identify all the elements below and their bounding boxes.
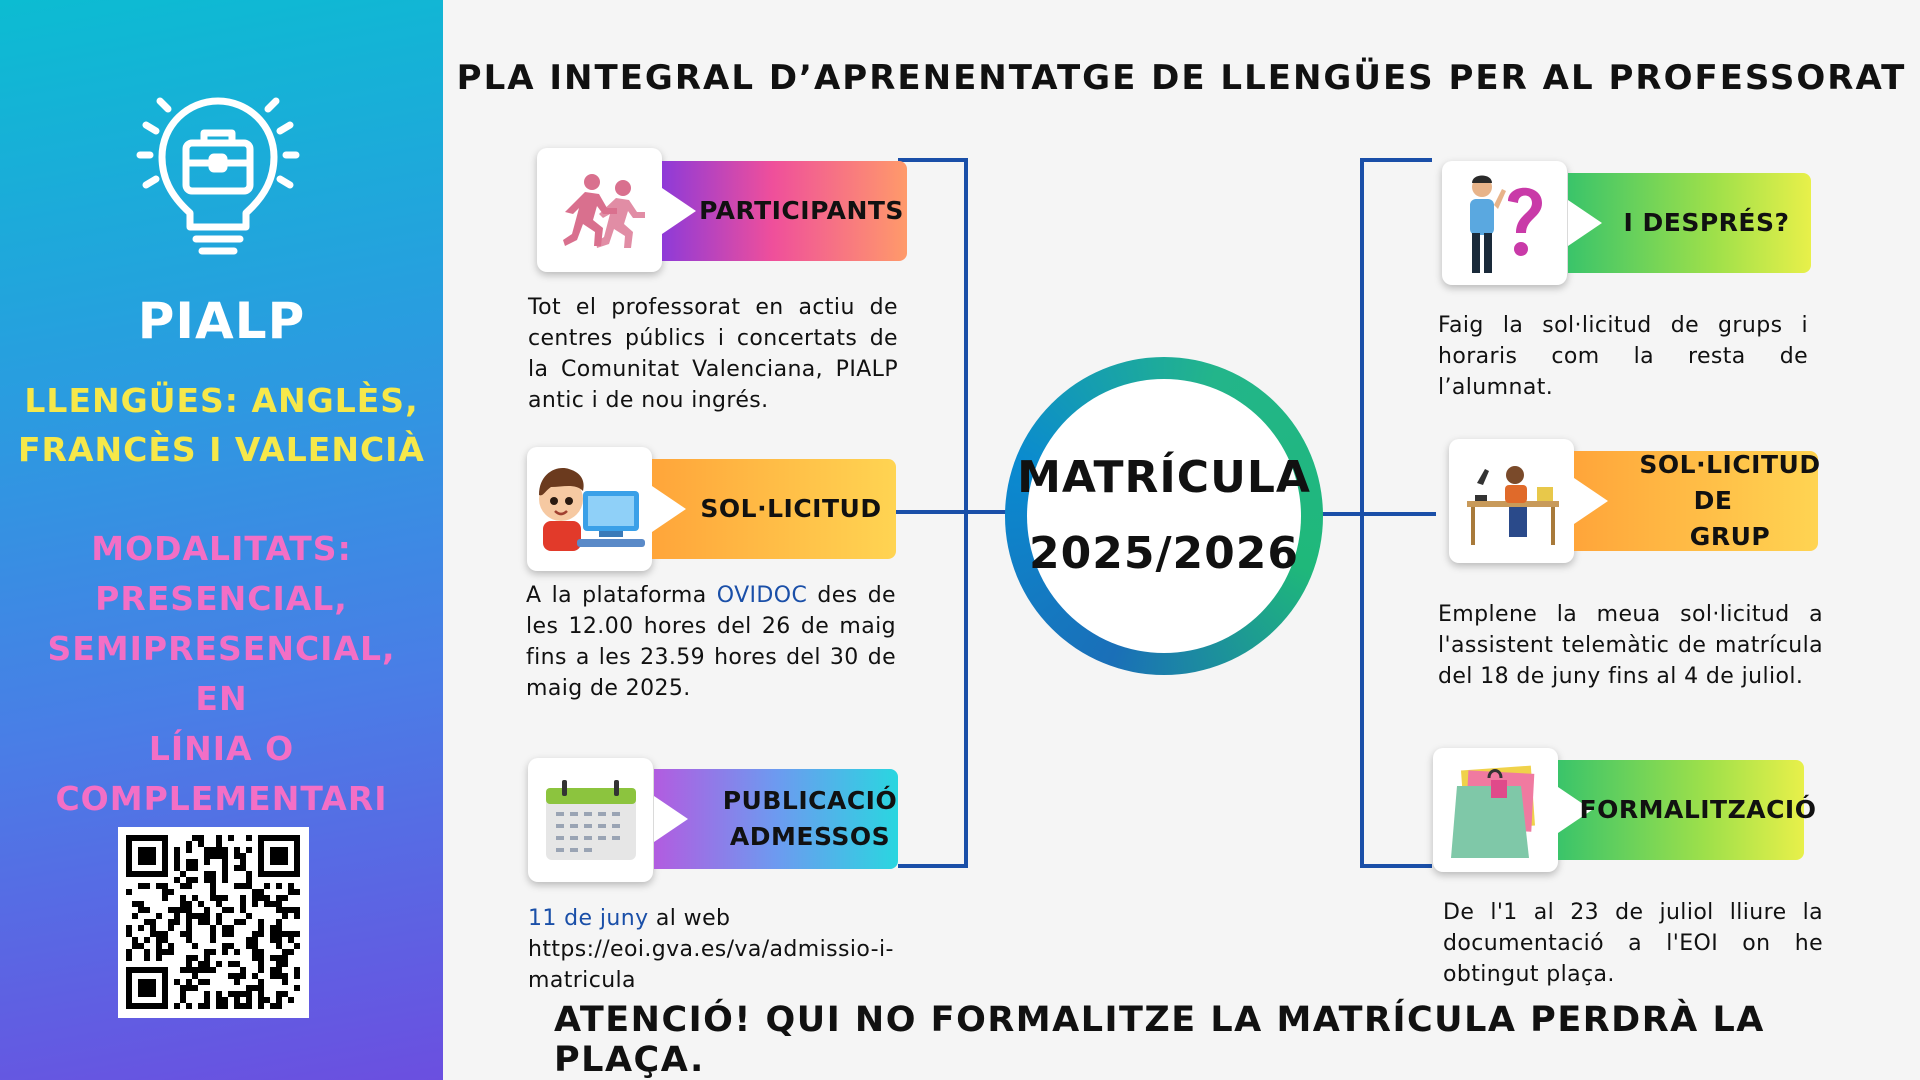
warning-footer: ATENCIÓ! QUI NO FORMALITZE LA MATRÍCULA PERDRÀ LA PLAÇA. bbox=[554, 1000, 1765, 1080]
step-publicacio-text bbox=[528, 903, 898, 996]
desk-person-icon bbox=[1449, 439, 1574, 563]
step-solicitud-banner bbox=[652, 459, 896, 559]
step-despres-banner bbox=[1568, 173, 1811, 273]
step-formalitzacio-banner bbox=[1558, 760, 1817, 860]
step-label: FORMALITZACIÓ bbox=[1579, 795, 1817, 824]
step-label-line: PUBLICACIÓ bbox=[722, 786, 898, 815]
calendar-icon bbox=[528, 758, 653, 882]
languages-line: LLENGÜES: ANGLÈS, bbox=[24, 381, 419, 420]
step-label: I DESPRÉS? bbox=[1623, 208, 1790, 237]
sidebar-acronym: PIALP bbox=[137, 292, 306, 350]
modalities-line: PRESENCIAL, bbox=[95, 579, 348, 618]
step-label bbox=[1571, 447, 1820, 555]
center-year: 2025/2026 bbox=[1029, 528, 1299, 579]
step-participants-text: Tot el professorat en actiu de centres públics i concertats de la Comunitat Valenciana, PIALP antic i de nou ingrés. bbox=[528, 295, 898, 413]
step-label-line: ADMESSOS bbox=[729, 822, 891, 851]
runners-icon bbox=[537, 148, 662, 272]
languages-line: FRANCÈS I VALENCIÀ bbox=[18, 430, 425, 469]
modalities-line: SEMIPRESENCIAL, EN bbox=[47, 629, 396, 718]
modalities-line: COMPLEMENTARI bbox=[55, 779, 388, 818]
step-participants-banner bbox=[662, 161, 907, 261]
step-grup-text: Emplene la meua sol·licitud a l'assistent telemàtic de matrícula del 18 de juny fins al 4 de juliol. bbox=[1438, 602, 1823, 689]
center-title: MATRÍCULA bbox=[1017, 452, 1311, 503]
page-title: PLA INTEGRAL D’APRENENTATGE DE LLENGÜES PER AL PROFESSORAT bbox=[456, 58, 1907, 98]
step-label-line: SOL·LICITUD DE bbox=[1639, 450, 1821, 515]
step-text-part: al web https://eoi.gva.es/va/admissio-i-matricula bbox=[528, 906, 894, 993]
date-link[interactable]: 11 de juny bbox=[528, 906, 649, 931]
modalities-line: MODALITATS: bbox=[91, 529, 352, 568]
step-label bbox=[655, 783, 898, 855]
modalities-line: LÍNIA O bbox=[148, 729, 295, 768]
step-grup-banner bbox=[1574, 450, 1821, 551]
documents-bag-icon bbox=[1433, 748, 1558, 872]
step-despres-text: Faig la sol·licitud de grups i horaris com la resta de l’alumnat. bbox=[1438, 313, 1808, 400]
step-text-part: A la plataforma bbox=[526, 583, 717, 608]
step-solicitud-text bbox=[526, 580, 896, 704]
kid-computer-icon bbox=[527, 447, 652, 571]
question-person-icon bbox=[1442, 161, 1567, 285]
center-circle bbox=[1005, 357, 1323, 675]
step-publicacio-banner bbox=[654, 769, 898, 869]
ovidoc-link[interactable]: OVIDOC bbox=[716, 583, 808, 608]
step-label: SOL·LICITUD bbox=[700, 494, 882, 523]
step-formalitzacio-text: De l'1 al 23 de juliol lliure la documentació a l'EOI on he obtingut plaça. bbox=[1443, 900, 1823, 987]
step-label-line: GRUP bbox=[1689, 522, 1771, 551]
step-label: PARTICIPANTS bbox=[699, 196, 904, 225]
step-text-part: des de les 12.00 hores del 26 de maig fins a les 23.59 hores del 30 de maig de 2025. bbox=[526, 583, 896, 701]
